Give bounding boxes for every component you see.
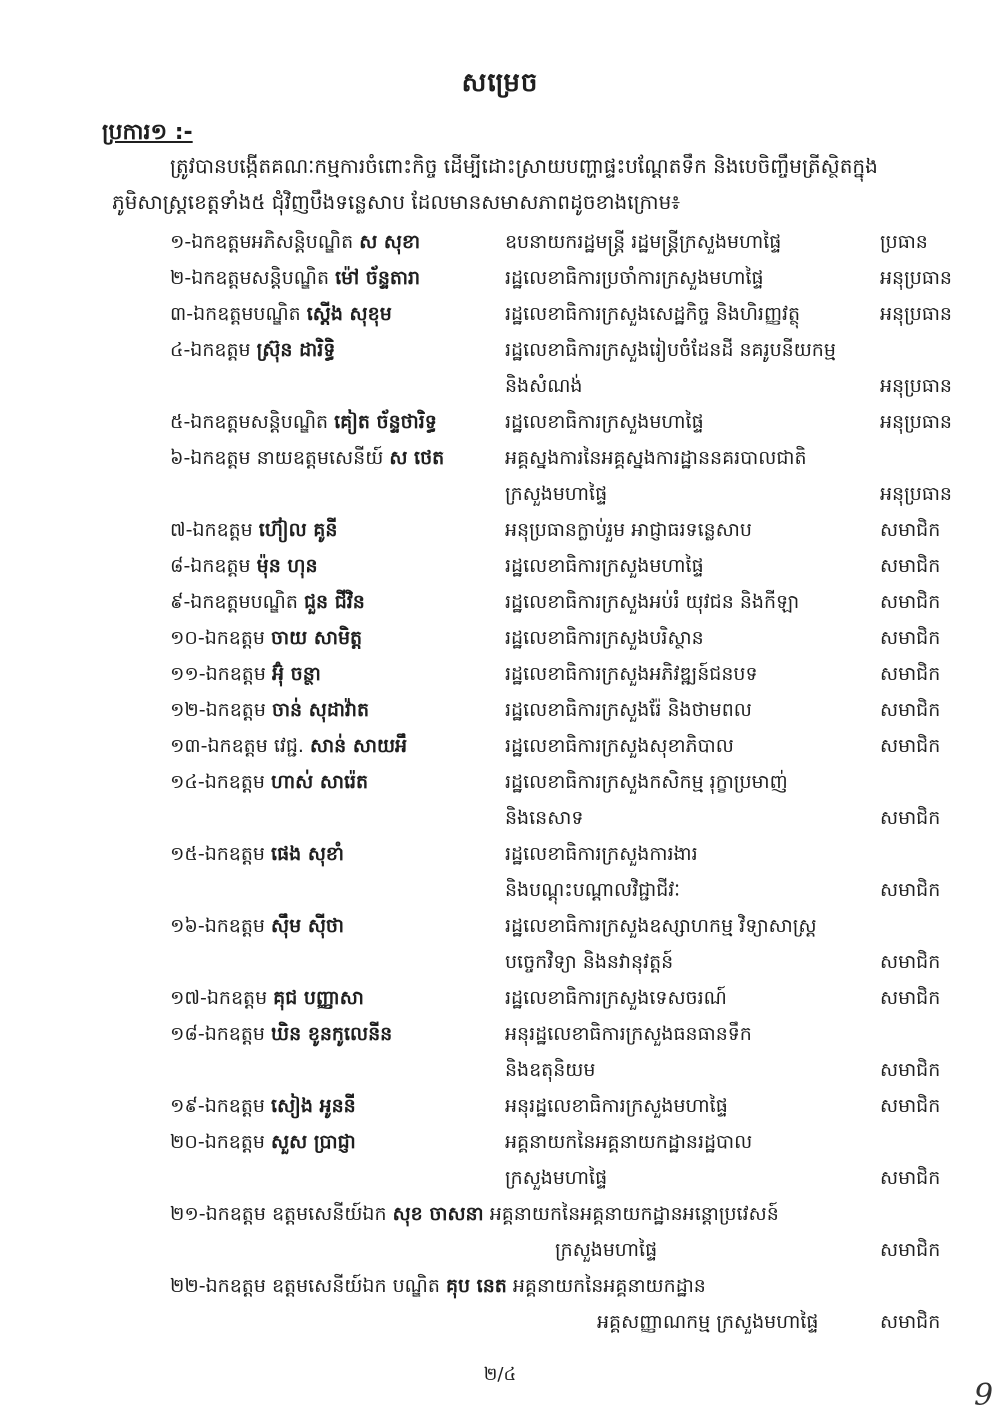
member-name	[170, 590, 365, 618]
member-name	[170, 1130, 356, 1158]
member-name	[170, 1202, 779, 1230]
member-role: សមាជិក	[880, 1311, 941, 1333]
member-row-continued	[0, 1304, 1000, 1340]
member-name-bold: ស្រ៊ុន ដារិទ្ធិ	[256, 339, 336, 361]
member-role: សមាជិក	[880, 627, 941, 649]
member-name-bold: ហ៊ៀល គូនី	[258, 519, 338, 541]
member-name-bold: ផេង សុខាំ	[271, 843, 344, 865]
member-row	[0, 692, 1000, 728]
document-title: សម្រេច	[461, 68, 539, 98]
member-prefix: ១០-ឯកឧត្តម	[170, 627, 265, 649]
member-position: រដ្ឋលេខាធិការក្រសួងកសិកម្ម រុក្ខាប្រមាញ់	[505, 771, 788, 793]
member-row	[0, 1268, 1000, 1304]
member-position: រដ្ឋលេខាធិការប្រចាំការក្រសួងមហាផ្ទៃ	[505, 267, 764, 289]
member-position: ឧបនាយករដ្ឋមន្ត្រី រដ្ឋមន្ត្រីក្រសួងមហាផ្ទៃ	[505, 231, 782, 253]
member-position: រដ្ឋលេខាធិការក្រសួងទេសចរណ៍	[505, 987, 727, 1009]
member-role: សមាជិក	[880, 1239, 941, 1261]
member-name	[170, 1022, 392, 1050]
intro-paragraph	[112, 148, 962, 220]
member-row	[0, 656, 1000, 692]
page-number: ២/៤	[483, 1364, 517, 1385]
member-name-bold: គុប នេត	[445, 1275, 507, 1297]
member-name-bold: ហាស់ សារ៉េត	[271, 771, 369, 793]
member-position: អនុរដ្ឋលេខាធិការក្រសួងមហាផ្ទៃ	[505, 1095, 728, 1117]
member-name	[170, 842, 344, 870]
member-position-continued: បច្ចេកវិទ្យា និងនវានុវត្តន៍	[505, 951, 674, 973]
member-prefix: ២០-ឯកឧត្តម	[170, 1131, 265, 1153]
member-position: រដ្ឋលេខាធិការក្រសួងរៀបចំដែនដី នគរូបនីយកម្ម	[505, 339, 836, 361]
member-position: រដ្ឋលេខាធិការក្រសួងបរិស្ថាន	[505, 627, 704, 649]
member-name-bold: សាន់ សាយអឹ	[310, 735, 408, 757]
member-name-bold: ម៉ុន ហុន	[256, 555, 318, 577]
member-prefix: ១៦-ឯកឧត្តម	[170, 915, 265, 937]
member-prefix: ១៧-ឯកឧត្តម	[170, 987, 268, 1009]
member-name	[170, 1094, 356, 1122]
member-name-bold: សៀង អូននី	[271, 1095, 356, 1117]
member-prefix: ១៥-ឯកឧត្តម	[170, 843, 265, 865]
member-name	[170, 914, 344, 942]
member-name-bold: ស្តើង សុខុម	[306, 303, 392, 325]
member-position: រដ្ឋលេខាធិការក្រសួងការងារ	[505, 843, 698, 865]
member-role: អនុប្រធាន	[880, 267, 952, 289]
member-name-bold: ចាយ សាមិត្ត	[271, 627, 363, 649]
member-row	[0, 440, 1000, 476]
member-row	[0, 1196, 1000, 1232]
member-row	[0, 908, 1000, 944]
member-position-continued: និងសំណង់	[505, 375, 583, 397]
member-row	[0, 1088, 1000, 1124]
member-role: សមាជិក	[880, 1095, 941, 1117]
member-prefix: ១៤-ឯកឧត្តម	[170, 771, 265, 793]
member-role: សមាជិក	[880, 555, 941, 577]
member-prefix: ៨-ឯកឧត្តម	[170, 555, 251, 577]
member-row-continued	[0, 944, 1000, 980]
handwritten-mark: 9	[974, 1378, 994, 1413]
member-prefix: ២១-ឯកឧត្តម ឧត្តមសេនីយ៍ឯក	[170, 1203, 387, 1225]
member-row	[0, 620, 1000, 656]
member-name-bold: សួស ប្រាជ្ញា	[271, 1131, 356, 1153]
member-row-continued	[0, 872, 1000, 908]
member-row	[0, 332, 1000, 368]
member-prefix: ៥-ឯកឧត្តមសន្តិបណ្ឌិត	[170, 411, 329, 433]
member-role: សមាជិក	[880, 591, 941, 613]
member-name	[170, 734, 407, 762]
member-position-continued: និងនេសាទ	[505, 807, 584, 829]
member-name-bold: ឃិន ខូនកូលេនីន	[271, 1023, 393, 1045]
member-prefix: ៦-ឯកឧត្តម នាយឧត្តមសេនីយ៍	[170, 447, 384, 469]
member-name	[170, 338, 335, 366]
member-role: សមាជិក	[880, 519, 941, 541]
member-position: រដ្ឋលេខាធិការក្រសួងអភិវឌ្ឍន៍ជនបទ	[505, 663, 758, 685]
member-prefix: ១៣-ឯកឧត្តម វេជ្ជ.	[170, 735, 304, 757]
member-role: សមាជិក	[880, 663, 941, 685]
member-name	[170, 698, 369, 726]
member-position: រដ្ឋលេខាធិការក្រសួងសេដ្ឋកិច្ច និងហិរញ្ញវត្ថុ	[505, 303, 801, 325]
intro-line-2: ភូមិសាស្ត្រខេត្តទាំង៥ ជុំវិញបឹងទន្លេសាប ដែលមានសមាសភាពដូចខាងក្រោម៖	[112, 190, 681, 214]
member-row	[0, 728, 1000, 764]
member-row-continued	[0, 800, 1000, 836]
member-name	[170, 266, 420, 294]
member-position: អគ្គស្នងការនៃអគ្គស្នងការដ្ឋាននគរបាលជាតិ	[505, 447, 807, 469]
member-row-continued	[0, 1232, 1000, 1268]
member-role: សមាជិក	[880, 1059, 941, 1081]
member-role: សមាជិក	[880, 1167, 941, 1189]
member-role: អនុប្រធាន	[880, 411, 952, 433]
member-role: អនុប្រធាន	[880, 303, 952, 325]
member-name-bold: ចាន់ សុដាវ៉ាត	[271, 699, 370, 721]
member-role: សមាជិក	[880, 699, 941, 721]
member-prefix: ៣-ឯកឧត្តមបណ្ឌិត	[170, 303, 301, 325]
member-role: សមាជិក	[880, 879, 941, 901]
member-name-bold: ស ថេត	[389, 447, 445, 469]
member-row-continued	[0, 1052, 1000, 1088]
member-role: អនុប្រធាន	[880, 483, 952, 505]
member-role: ប្រធាន	[880, 231, 928, 253]
member-position: រដ្ឋលេខាធិការក្រសួងឧស្សាហកម្ម វិទ្យាសាស្ត្រ	[505, 915, 817, 937]
member-name	[170, 626, 362, 654]
member-row	[0, 764, 1000, 800]
member-row	[0, 548, 1000, 584]
member-position: អគ្គនាយកនៃអគ្គនាយកដ្ឋានអន្តោប្រវេសន៍	[489, 1203, 779, 1225]
member-row	[0, 224, 1000, 260]
member-role: អនុប្រធាន	[880, 375, 952, 397]
member-prefix: ៤-ឯកឧត្តម	[170, 339, 251, 361]
member-row	[0, 1124, 1000, 1160]
member-prefix: ១២-ឯកឧត្តម	[170, 699, 266, 721]
member-role: សមាជិក	[880, 807, 941, 829]
member-prefix: ៩-ឯកឧត្តមបណ្ឌិត	[170, 591, 298, 613]
member-name	[170, 446, 444, 474]
member-prefix: ១៨-ឯកឧត្តម	[170, 1023, 265, 1045]
member-position: អគ្គនាយកនៃអគ្គនាយកដ្ឋានរដ្ឋបាល	[505, 1131, 753, 1153]
member-name-bold: ស៊ឹម ស៊ីថា	[271, 915, 344, 937]
member-position: រដ្ឋលេខាធិការក្រសួងរ៉ែ និងថាមពល	[505, 699, 752, 721]
member-row	[0, 1016, 1000, 1052]
member-name-bold: គុជ បញ្ញាសា	[273, 987, 364, 1009]
member-name-bold: អ៊ុំ ចន្ថា	[271, 663, 321, 685]
member-name	[170, 302, 392, 330]
article-heading: ប្រការ១ :-	[102, 120, 193, 145]
member-name	[170, 986, 364, 1014]
member-prefix: ១-ឯកឧត្តមអភិសន្តិបណ្ឌិត	[170, 231, 354, 253]
member-position-continued: អគ្គសញ្ញាណកម្ម ក្រសួងមហាផ្ទៃ	[597, 1311, 819, 1333]
member-row	[0, 296, 1000, 332]
member-row-continued	[0, 368, 1000, 404]
member-position-continued: ក្រសួងមហាផ្ទៃ	[505, 1167, 608, 1189]
member-name-bold: ជួន ជីវិន	[303, 591, 365, 613]
member-row	[0, 584, 1000, 620]
member-prefix: ៧-ឯកឧត្តម	[170, 519, 253, 541]
member-position: អគ្គនាយកនៃអគ្គនាយកដ្ឋាន	[512, 1275, 706, 1297]
member-prefix: ២-ឯកឧត្តមសន្តិបណ្ឌិត	[170, 267, 330, 289]
member-row	[0, 260, 1000, 296]
member-position: រដ្ឋលេខាធិការក្រសួងអប់រំ យុវជន និងកីឡា	[505, 591, 800, 613]
member-name	[170, 518, 337, 546]
member-name	[170, 662, 321, 690]
member-position: អនុប្រធានក្លាប់រួម អាជ្ញាធរទន្លេសាប	[505, 519, 752, 541]
member-row-continued	[0, 1160, 1000, 1196]
member-name	[170, 1274, 706, 1302]
member-name-bold: ម៉ៅ ច័ន្ទតារា	[335, 267, 421, 289]
member-name-bold: សុខ ចាសនា	[392, 1203, 484, 1225]
intro-line-1: ត្រូវបានបង្កើតគណៈកម្មការចំពោះកិច្ច ដើម្បីដោះស្រាយបញ្ហាផ្ទះបណ្តែតទឹក និងបេចិញ្ចឹមត្រីស្ថិតក្នុង	[170, 154, 878, 178]
member-name	[170, 554, 318, 582]
member-row	[0, 836, 1000, 872]
member-position: អនុរដ្ឋលេខាធិការក្រសួងធនធានទឹក	[505, 1023, 752, 1045]
member-role: សមាជិក	[880, 735, 941, 757]
member-position: រដ្ឋលេខាធិការក្រសួងសុខាភិបាល	[505, 735, 734, 757]
member-role: សមាជិក	[880, 951, 941, 973]
member-name-bold: ស សុខា	[359, 231, 421, 253]
member-row	[0, 404, 1000, 440]
member-position: រដ្ឋលេខាធិការក្រសួងមហាផ្ទៃ	[505, 555, 704, 577]
member-position-continued: និងឧតុនិយម	[505, 1059, 596, 1081]
member-position: រដ្ឋលេខាធិការក្រសួងមហាផ្ទៃ	[505, 411, 704, 433]
member-prefix: ២២-ឯកឧត្តម ឧត្តមសេនីយ៍ឯក បណ្ឌិត	[170, 1275, 440, 1297]
member-name	[170, 770, 368, 798]
member-name	[170, 230, 420, 258]
member-name-bold: គៀត ច័ន្ទថារិទ្ធ	[334, 411, 437, 433]
member-prefix: ១១-ឯកឧត្តម	[170, 663, 266, 685]
member-position-continued: និងបណ្តុះបណ្តាលវិជ្ជាជីវៈ	[505, 879, 681, 901]
member-prefix: ១៩-ឯកឧត្តម	[170, 1095, 265, 1117]
member-position-continued: ក្រសួងមហាផ្ទៃ	[505, 483, 608, 505]
member-name	[170, 410, 437, 438]
member-row	[0, 512, 1000, 548]
member-row	[0, 980, 1000, 1016]
member-position-continued: ក្រសួងមហាផ្ទៃ	[555, 1239, 658, 1261]
member-role: សមាជិក	[880, 987, 941, 1009]
